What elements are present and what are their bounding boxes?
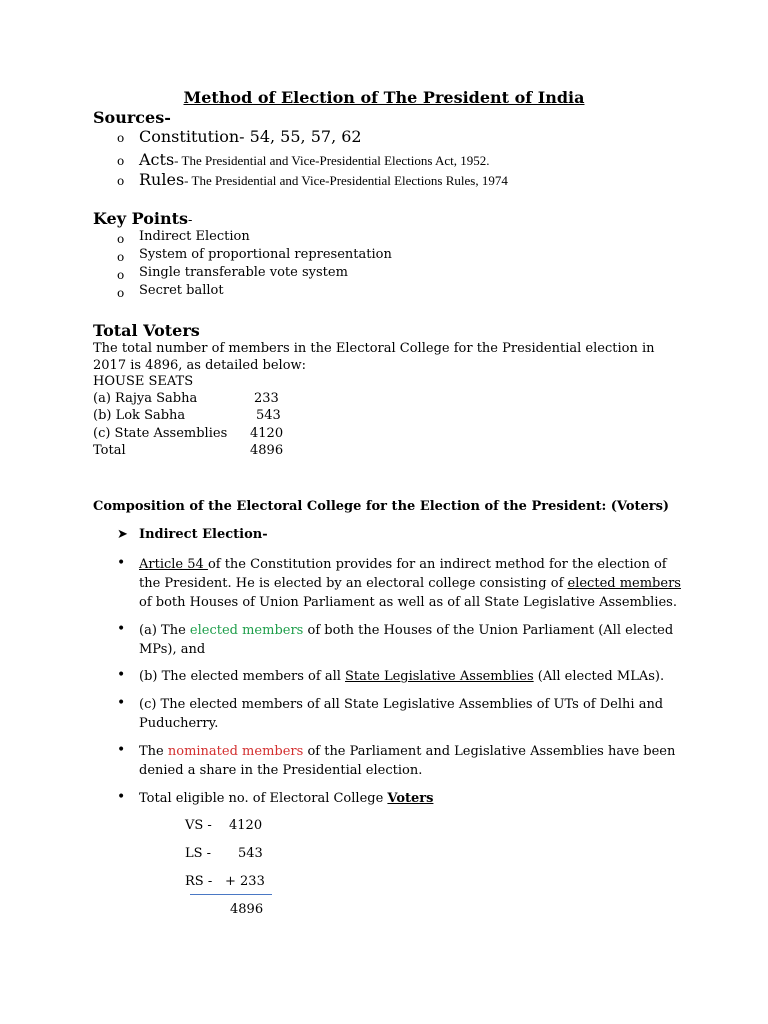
source-label: Rules (139, 170, 185, 189)
key-point-bullet: o (117, 286, 125, 300)
seats-row-label: (b) Lok Sabha (93, 408, 186, 423)
sum-underline (190, 894, 272, 895)
sum-total: 4896 (230, 902, 264, 917)
paragraph-nominated (139, 742, 684, 780)
paragraph-text: (a) The (139, 623, 190, 638)
paragraph-text: (c) The elected members of all State Legislative Assemblies of UTs of Delhi and (139, 697, 664, 712)
sum-label: RS - (185, 874, 213, 889)
paragraph-elected-mps (139, 621, 684, 659)
arrow-bullet-icon: ➤ (117, 527, 128, 542)
source-text: - 54, 55, 57, 62 (239, 127, 362, 146)
seats-row-value: 4896 (250, 443, 284, 458)
paragraph-text: the President. He is elected by an electoral college consisting of (139, 576, 568, 591)
bullet-dot: • (117, 742, 126, 758)
bullet-dot: • (117, 621, 126, 637)
seats-row-label: (c) State Assemblies (93, 426, 228, 441)
underlined-text: State Legislative Assemblies (345, 669, 534, 684)
total-voters-intro: 2017 is 4896, as detailed below: (93, 358, 307, 373)
underlined-text: elected members (567, 576, 681, 591)
total-voters-heading: Total Voters (93, 321, 200, 340)
source-text: - The Presidential and Vice-Presidential Elections Rules, 1974 (184, 173, 508, 188)
sources-heading: Sources- (93, 108, 171, 127)
source-item-rules (139, 170, 508, 189)
source-text: - The Presidential and Vice-Presidential Elections Act, 1952. (174, 153, 490, 168)
paragraph-text: (All elected MLAs). (533, 669, 665, 684)
key-point-item: Secret ballot (139, 283, 224, 298)
sources-bullet: o (117, 174, 125, 188)
paragraph-text: The (139, 744, 168, 759)
seats-row-value: 233 (254, 391, 279, 406)
key-point-bullet: o (117, 250, 125, 264)
paragraph-article-54 (139, 555, 684, 612)
paragraph-text: denied a share in the Presidential election. (139, 763, 423, 778)
paragraph-total-eligible (139, 789, 684, 808)
paragraph-text: of the Constitution provides for an indirect method for the election of (207, 557, 667, 572)
sum-label: LS - (185, 846, 212, 861)
key-points-heading (93, 209, 192, 228)
key-point-bullet: o (117, 232, 125, 246)
sources-bullet: o (117, 154, 125, 168)
sum-value: 4120 (229, 818, 263, 833)
bullet-dot: • (117, 555, 126, 571)
seats-row-value: 4120 (250, 426, 284, 441)
source-item-constitution (139, 127, 362, 146)
article-54-link: Article 54 (139, 557, 208, 572)
key-points-heading-text: Key Points (93, 209, 188, 228)
source-label: Constitution (139, 127, 240, 146)
sources-bullet: o (117, 131, 125, 145)
key-point-item: System of proportional representation (139, 247, 392, 262)
paragraph-text: of both Houses of Union Parliament as well as of all State Legislative Assemblies. (139, 595, 677, 610)
bullet-dot: • (117, 789, 126, 805)
seats-row-label: Total (93, 443, 126, 458)
source-label: Acts (139, 150, 175, 169)
underlined-text: Voters (387, 791, 434, 806)
paragraph-text: MPs), and (139, 642, 206, 657)
paragraph-text: of both the Houses of the Union Parliament (All elected (303, 623, 674, 638)
sum-value: 543 (238, 846, 263, 861)
paragraph-uts (139, 695, 684, 733)
key-point-item: Single transferable vote system (139, 265, 348, 280)
key-point-item: Indirect Election (139, 229, 250, 244)
key-point-bullet: o (117, 268, 125, 282)
paragraph-text: (b) The elected members of all (139, 669, 346, 684)
seats-table-header: HOUSE SEATS (93, 374, 194, 389)
sum-label: VS - (185, 818, 212, 833)
arrow-item-label: Indirect Election- (139, 527, 268, 542)
total-voters-intro: The total number of members in the Electoral College for the Presidential election in (93, 341, 655, 356)
sum-value: + 233 (225, 874, 265, 889)
paragraph-text: Puducherry. (139, 716, 219, 731)
highlight-red-text: nominated members (167, 744, 304, 759)
paragraph-text: of the Parliament and Legislative Assemblies have been (303, 744, 676, 759)
paragraph-elected-mlas (139, 667, 684, 686)
page-title: Method of Election of The President of India (183, 88, 585, 107)
bullet-dot: • (117, 695, 126, 711)
bullet-dot: • (117, 667, 126, 683)
paragraph-text: Total eligible no. of Electoral College (139, 791, 388, 806)
seats-row-value: 543 (256, 408, 281, 423)
source-item-acts (139, 150, 490, 169)
highlight-green-text: elected members (189, 623, 304, 638)
key-points-heading-suffix: - (187, 213, 193, 228)
composition-heading: Composition of the Electoral College for the Election of the President: (Voters) (93, 499, 670, 514)
seats-row-label: (a) Rajya Sabha (93, 391, 198, 406)
